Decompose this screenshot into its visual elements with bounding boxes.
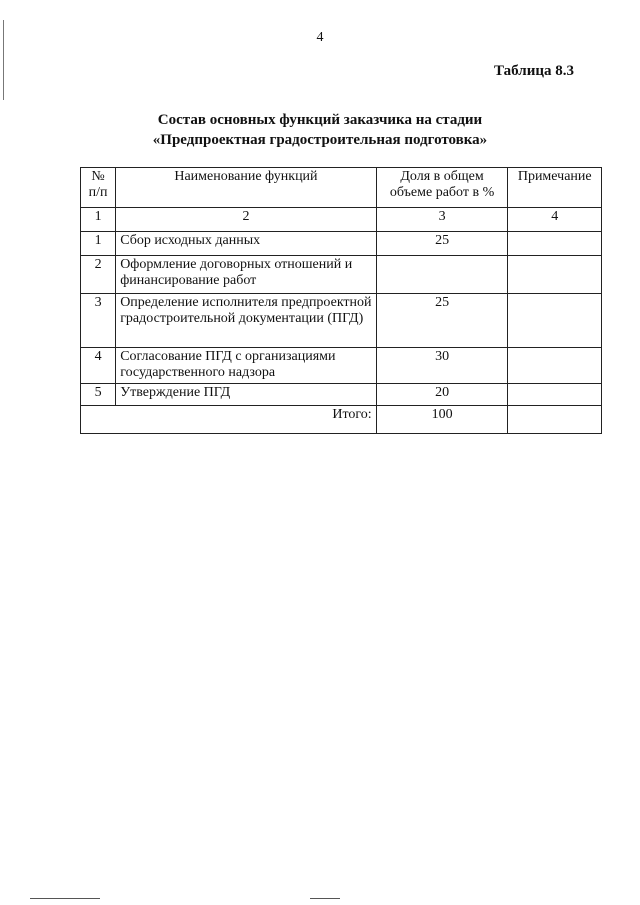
row-num: 1	[81, 232, 116, 256]
row-name: Согласование ПГД с организациями государственного надзора	[116, 348, 377, 384]
header-share: Доля в общем объеме работ в %	[376, 168, 508, 208]
row-share: 25	[376, 294, 508, 348]
title-line-2: «Предпроектная градостроительная подготовка»	[152, 132, 488, 148]
table-row	[81, 294, 602, 348]
row-note	[508, 294, 602, 348]
table-label: Таблица 8.3	[494, 63, 574, 79]
row-note	[508, 256, 602, 294]
table-row	[81, 256, 602, 294]
header-note: Примечание	[508, 168, 602, 208]
column-index-cell: 3	[376, 208, 508, 232]
row-note	[508, 348, 602, 384]
total-label: Итого:	[81, 406, 377, 434]
page-number: 4	[316, 30, 324, 45]
total-share: 100	[376, 406, 508, 434]
column-index-row	[81, 208, 602, 232]
row-note	[508, 384, 602, 406]
row-name: Утверждение ПГД	[116, 384, 377, 406]
table-header-row	[81, 168, 602, 208]
row-name: Оформление договорных отношений и финансирование работ	[116, 256, 377, 294]
title-line-1: Состав основных функций заказчика на стадии	[157, 112, 483, 128]
column-index-cell: 4	[508, 208, 602, 232]
row-share: 25	[376, 232, 508, 256]
functions-table	[80, 167, 602, 434]
scan-bottom-line	[30, 898, 100, 899]
row-num: 4	[81, 348, 116, 384]
scan-bottom-line	[310, 898, 340, 899]
column-index-cell: 2	[116, 208, 377, 232]
row-num: 5	[81, 384, 116, 406]
table-row	[81, 348, 602, 384]
row-note	[508, 232, 602, 256]
row-share: 20	[376, 384, 508, 406]
document-title	[0, 110, 640, 150]
row-share	[376, 256, 508, 294]
header-name: Наименование функций	[116, 168, 377, 208]
total-note	[508, 406, 602, 434]
header-num: № п/п	[81, 168, 116, 208]
total-row	[81, 406, 602, 434]
row-num: 3	[81, 294, 116, 348]
table-row	[81, 384, 602, 406]
row-num: 2	[81, 256, 116, 294]
row-share: 30	[376, 348, 508, 384]
table-row	[81, 232, 602, 256]
row-name: Сбор исходных данных	[116, 232, 377, 256]
row-name: Определение исполнителя предпроектной градостроительной документации (ПГД)	[116, 294, 377, 348]
column-index-cell: 1	[81, 208, 116, 232]
